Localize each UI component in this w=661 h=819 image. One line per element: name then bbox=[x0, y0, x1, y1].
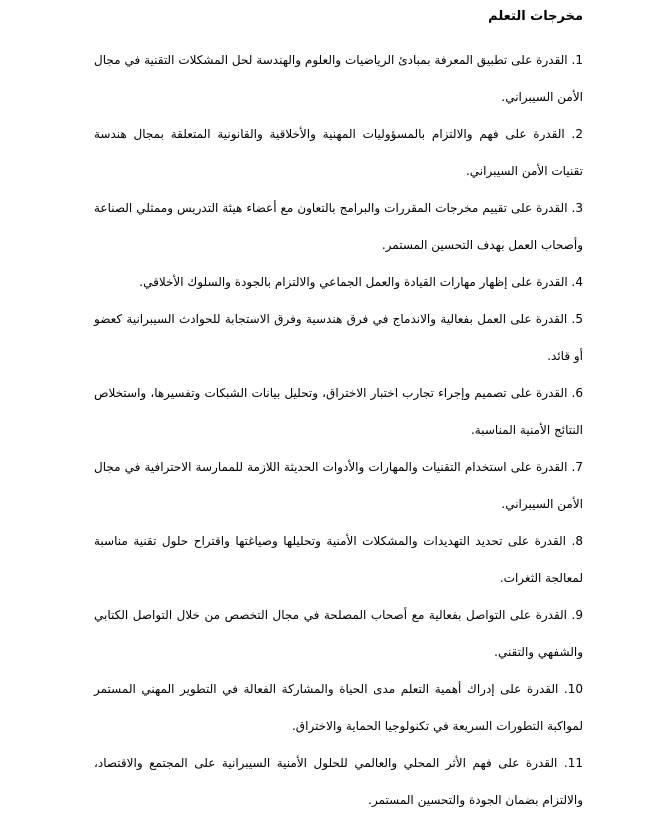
item-number: 6 bbox=[575, 386, 583, 400]
list-item: 1. القدرة على تطبيق المعرفة بمبادئ الرياضيات والعلوم والهندسة لحل المشكلات التقنية في مجال الأمن السيبراني. bbox=[94, 53, 583, 104]
item-number: 4 bbox=[575, 275, 583, 289]
item-number: 10 bbox=[567, 682, 583, 696]
item-text: القدرة على التواصل بفعالية مع أصحاب المصلحة في مجال التخصص من خلال التواصل الكتابي والشفهي والتقني. bbox=[94, 608, 583, 659]
item-text: القدرة على تصميم وإجراء تجارب اختبار الاختراق، وتحليل بيانات الشبكات وتفسيرها، واستخلاص النتائج الأمنية المناسبة. bbox=[94, 386, 583, 437]
item-number: 5 bbox=[575, 312, 583, 326]
item-number: 1 bbox=[575, 53, 583, 67]
list-item: 10. القدرة على إدراك أهمية التعلم مدى الحياة والمشاركة الفعالة في التطوير المهني المستمر لمواكبة التطورات السريعة في تكنولوجيا الحماية والاختراق. bbox=[94, 682, 583, 733]
item-number: 8 bbox=[575, 534, 583, 548]
list-item: 9. القدرة على التواصل بفعالية مع أصحاب المصلحة في مجال التخصص من خلال التواصل الكتابي والشفهي والتقني. bbox=[94, 608, 583, 659]
list-item: 6. القدرة على تصميم وإجراء تجارب اختبار الاختراق، وتحليل بيانات الشبكات وتفسيرها، واستخلاص النتائج الأمنية المناسبة. bbox=[94, 386, 583, 437]
item-text: القدرة على فهم الأثر المحلي والعالمي للحلول الأمنية السيبرانية على المجتمع والاقتصاد، والالتزام بضمان الجودة والتحسين المستمر. bbox=[94, 756, 583, 807]
item-text: القدرة على إظهار مهارات القيادة والعمل الجماعي والالتزام بالجودة والسلوك الأخلاقي. bbox=[139, 275, 568, 289]
item-text: القدرة على فهم والالتزام بالمسؤوليات المهنية والأخلاقية والقانونية المتعلقة بمجال هندسة تقنيات الأمن السيبراني. bbox=[94, 127, 583, 178]
item-number: 11 bbox=[567, 756, 583, 770]
list-item: 5. القدرة على العمل بفعالية والاندماج في فرق هندسية وفرق الاستجابة للحوادث السيبرانية كعضو أو قائد. bbox=[94, 312, 583, 363]
item-number: 3 bbox=[575, 201, 583, 215]
item-text: القدرة على تحديد التهديدات والمشكلات الأمنية وتحليلها وصياغتها واقتراح حلول تقنية مناسبة لمعالجة الثغرات. bbox=[94, 534, 583, 585]
item-text: القدرة على تقييم مخرجات المقررات والبرامج بالتعاون مع أعضاء هيئة التدريس وممثلي الصناعة وأصحاب العمل بهدف التحسين المستمر. bbox=[94, 201, 583, 252]
learning-outcomes-list bbox=[94, 42, 583, 819]
list-item: 8. القدرة على تحديد التهديدات والمشكلات الأمنية وتحليلها وصياغتها واقتراح حلول تقنية مناسبة لمعالجة الثغرات. bbox=[94, 534, 583, 585]
item-text: القدرة على استخدام التقنيات والمهارات والأدوات الحديثة اللازمة للممارسة الاحترافية في مجال الأمن السيبراني. bbox=[94, 460, 583, 511]
list-item: 2. القدرة على فهم والالتزام بالمسؤوليات المهنية والأخلاقية والقانونية المتعلقة بمجال هندسة تقنيات الأمن السيبراني. bbox=[94, 127, 583, 178]
item-number: 9 bbox=[575, 608, 583, 622]
page-title: مخرجات التعلم bbox=[488, 9, 583, 24]
item-number: 7 bbox=[575, 460, 583, 474]
item-text: القدرة على العمل بفعالية والاندماج في فرق هندسية وفرق الاستجابة للحوادث السيبرانية كعضو أو قائد. bbox=[94, 312, 583, 363]
list-item: 3. القدرة على تقييم مخرجات المقررات والبرامج بالتعاون مع أعضاء هيئة التدريس وممثلي الصناعة وأصحاب العمل بهدف التحسين المستمر. bbox=[94, 201, 583, 252]
list-item: 11. القدرة على فهم الأثر المحلي والعالمي للحلول الأمنية السيبرانية على المجتمع والاقتصاد، والالتزام بضمان الجودة والتحسين المستمر. bbox=[94, 756, 583, 807]
list-item: 4. القدرة على إظهار مهارات القيادة والعمل الجماعي والالتزام بالجودة والسلوك الأخلاقي. bbox=[139, 275, 583, 289]
list-item: 7. القدرة على استخدام التقنيات والمهارات والأدوات الحديثة اللازمة للممارسة الاحترافية في مجال الأمن السيبراني. bbox=[94, 460, 583, 511]
item-text: القدرة على تطبيق المعرفة بمبادئ الرياضيات والعلوم والهندسة لحل المشكلات التقنية في مجال الأمن السيبراني. bbox=[94, 53, 583, 104]
item-text: القدرة على إدراك أهمية التعلم مدى الحياة والمشاركة الفعالة في التطوير المهني المستمر لمواكبة التطورات السريعة في تكنولوجيا الحماية والاختراق. bbox=[94, 682, 583, 733]
item-number: 2 bbox=[575, 127, 583, 141]
